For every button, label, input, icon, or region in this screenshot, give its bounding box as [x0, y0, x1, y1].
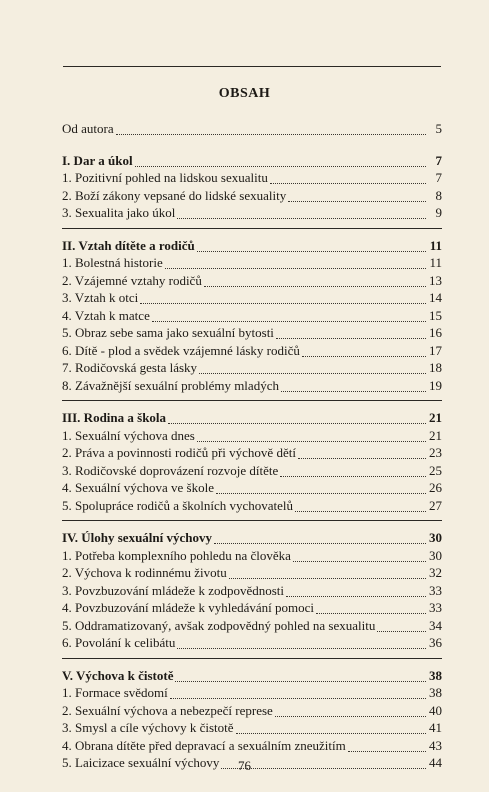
page-number: 76	[238, 758, 251, 773]
toc-entry-label: 2. Boží zákony vepsané do lidské sexuality	[62, 187, 287, 203]
toc-entry-label: II. Vztah dítěte a rodičů	[62, 237, 195, 253]
toc-entry-label: 3. Vztah k otci	[62, 290, 139, 305]
toc-entry-label: 3. Rodičovské doprovázení rozvoje dítěte	[62, 462, 279, 478]
dot-leader	[377, 621, 426, 632]
table-of-contents	[62, 120, 442, 772]
dot-leader	[175, 671, 426, 682]
dot-leader	[204, 276, 426, 287]
toc-entry-page: 38	[429, 685, 442, 700]
toc-entry-label: 2. Výchova k rodinnému životu	[62, 565, 227, 580]
dot-leader	[275, 706, 426, 717]
toc-entry	[62, 719, 442, 737]
toc-entry-page: 23	[429, 445, 442, 460]
dot-leader	[197, 241, 426, 252]
toc-entry-page: 33	[429, 600, 442, 615]
toc-section-heading	[62, 409, 442, 427]
dot-leader	[295, 501, 426, 512]
toc-entry	[62, 307, 442, 325]
toc-entry-label: 1. Potřeba komplexního pohledu na člověka	[62, 547, 291, 563]
toc-entry-page: 21	[429, 410, 442, 425]
dot-leader	[152, 311, 426, 322]
dot-leader	[170, 688, 426, 699]
toc-entry-label: 3. Sexualita jako úkol	[62, 205, 176, 220]
dot-leader	[165, 258, 426, 269]
toc-entry-page: 43	[429, 737, 442, 753]
toc-entry	[62, 684, 442, 702]
toc-entry-page: 41	[429, 720, 442, 735]
toc-entry-page: 30	[429, 547, 442, 563]
toc-section-heading	[62, 667, 442, 685]
section-divider	[62, 658, 442, 659]
toc-entry-label: 1. Bolestná historie	[62, 255, 163, 270]
dot-leader	[236, 723, 426, 734]
toc-entry-page: 19	[429, 377, 442, 393]
toc-entry-page: 9	[435, 205, 442, 220]
dot-leader	[276, 328, 426, 339]
dot-leader	[229, 568, 426, 579]
toc-entry	[62, 737, 442, 755]
dot-leader	[135, 156, 426, 167]
top-rule	[63, 66, 441, 67]
toc-entry-label: 5. Oddramatizovaný, avšak zodpovědný pohled na sexualitu	[62, 617, 376, 633]
toc-entry	[62, 342, 442, 360]
toc-entry	[62, 634, 442, 652]
toc-entry-label: 2. Sexuální výchova a nebezpečí represe	[62, 702, 273, 718]
toc-entry-page: 38	[429, 667, 442, 683]
toc-entry	[62, 462, 442, 480]
dot-leader	[316, 603, 426, 614]
toc-entry	[62, 547, 442, 565]
toc-entry	[62, 377, 442, 395]
toc-entry-page: 40	[429, 702, 442, 718]
toc-entry-label: 4. Sexuální výchova ve škole	[62, 480, 214, 495]
toc-entry-label: 1. Pozitivní pohled na lidskou sexualitu	[62, 170, 268, 185]
dot-leader	[177, 208, 426, 219]
dot-leader	[177, 638, 426, 649]
toc-entry-label: 2. Vzájemné vztahy rodičů	[62, 272, 202, 288]
dot-leader	[197, 431, 426, 442]
toc-entry-label: 1. Formace svědomí	[62, 685, 168, 700]
dot-leader	[270, 173, 426, 184]
toc-entry-page: 30	[429, 530, 442, 545]
toc-entry-label: I. Dar a úkol	[62, 152, 133, 168]
toc-entry-page: 11	[429, 255, 442, 270]
toc-entry-page: 21	[429, 427, 442, 443]
toc-entry-label: 3. Povzbuzování mládeže k zodpovědnosti	[62, 582, 285, 598]
toc-entry	[62, 359, 442, 377]
dot-leader	[116, 124, 426, 135]
toc-entry-label: 4. Povzbuzování mládeže k vyhledávání pomoci	[62, 600, 314, 615]
toc-entry-page: 15	[429, 307, 442, 323]
toc-entry-page: 32	[429, 565, 442, 580]
toc-entry	[62, 582, 442, 600]
toc-entry-label: V. Výchova k čistotě	[62, 667, 174, 683]
toc-entry-label: 6. Dítě - plod a svědek vzájemné lásky rodičů	[62, 342, 300, 358]
dot-leader	[214, 533, 426, 544]
toc-entry	[62, 564, 442, 582]
section-gap	[62, 138, 442, 152]
toc-entry	[62, 169, 442, 187]
toc-entry	[62, 272, 442, 290]
toc-entry	[62, 497, 442, 515]
toc-entry-page: 25	[429, 462, 442, 478]
toc-entry	[62, 479, 442, 497]
section-divider	[62, 520, 442, 521]
toc-entry	[62, 187, 442, 205]
toc-entry-page: 13	[429, 272, 442, 288]
toc-entry-page: 7	[435, 170, 442, 185]
toc-entry	[62, 617, 442, 635]
toc-entry-page: 44	[429, 755, 442, 770]
toc-entry	[62, 204, 442, 222]
toc-section-heading	[62, 529, 442, 547]
toc-entry-label: 2. Práva a povinnosti rodičů při výchově dětí	[62, 445, 296, 460]
toc-entry-page: 26	[429, 480, 442, 495]
toc-entry-label: III. Rodina a škola	[62, 410, 167, 425]
toc-entry-page: 18	[429, 360, 442, 375]
toc-entry-label: 3. Smysl a cíle výchovy k čistotě	[62, 720, 234, 735]
dot-leader	[140, 293, 426, 304]
toc-entry-page: 27	[429, 497, 442, 513]
toc-entry-page: 5	[435, 121, 442, 136]
toc-entry-page: 17	[429, 342, 442, 358]
dot-leader	[286, 586, 426, 597]
toc-entry-intro	[62, 120, 442, 138]
toc-entry-page: 14	[429, 290, 442, 305]
dot-leader	[293, 551, 426, 562]
dot-leader	[348, 741, 426, 752]
toc-entry-label: 6. Povolání k celibátu	[62, 635, 176, 650]
toc-section-heading	[62, 237, 442, 255]
toc-entry-page: 8	[435, 187, 442, 203]
toc-entry-page: 16	[429, 325, 442, 340]
toc-entry-label: IV. Úlohy sexuální výchovy	[62, 530, 213, 545]
toc-entry-label: 5. Obraz sebe sama jako sexuální bytosti	[62, 325, 274, 340]
toc-entry-label: 5. Spolupráce rodičů a školních vychovatelů	[62, 497, 294, 513]
toc-entry	[62, 444, 442, 462]
dot-leader	[302, 346, 426, 357]
toc-entry	[62, 702, 442, 720]
toc-entry	[62, 324, 442, 342]
toc-entry	[62, 289, 442, 307]
toc-entry	[62, 427, 442, 445]
toc-entry-label: 4. Obrana dítěte před depravací a sexuálním zneužitím	[62, 737, 346, 753]
dot-leader	[216, 483, 426, 494]
section-divider	[62, 228, 442, 229]
toc-entry-label: 1. Sexuální výchova dnes	[62, 427, 195, 443]
section-divider	[62, 400, 442, 401]
dot-leader	[288, 191, 426, 202]
toc-entry-page: 7	[435, 152, 442, 168]
toc-entry-label: 8. Závažnější sexuální problémy mladých	[62, 377, 279, 393]
toc-entry	[62, 599, 442, 617]
dot-leader	[281, 381, 426, 392]
dot-leader	[168, 413, 426, 424]
toc-entry	[62, 254, 442, 272]
toc-entry-label: 7. Rodičovská gesta lásky	[62, 360, 198, 375]
toc-entry-label: 4. Vztah k matce	[62, 307, 150, 323]
dot-leader	[280, 466, 426, 477]
dot-leader	[298, 448, 426, 459]
page-title: OBSAH	[218, 86, 271, 101]
toc-sections	[62, 138, 442, 772]
toc-entry-label: 5. Laicizace sexuální výchovy	[62, 755, 220, 770]
toc-entry-page: 11	[429, 237, 442, 253]
toc-entry-page: 36	[429, 635, 442, 650]
toc-entry-page: 33	[429, 582, 442, 598]
dot-leader	[199, 363, 426, 374]
toc-entry-page: 34	[429, 617, 442, 633]
toc-entry-label: Od autora	[62, 121, 114, 136]
toc-section-heading	[62, 152, 442, 170]
